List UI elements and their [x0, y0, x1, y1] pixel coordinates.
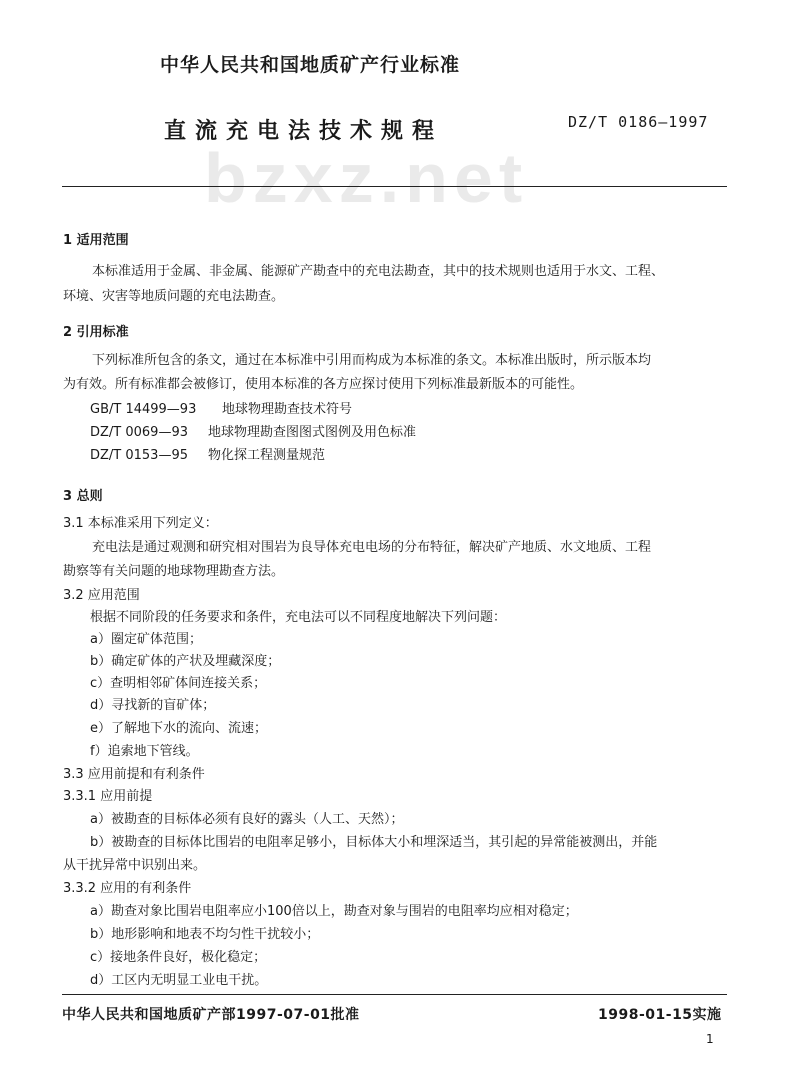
reference-title: 物化探工程测量规范: [208, 448, 326, 463]
list-item: a）被勘查的目标体必须有良好的露头（人工、天然）；: [90, 812, 404, 827]
list-item: c）查明相邻矿体间连接关系；: [90, 676, 267, 691]
scope-intro: 根据不同阶段的任务要求和条件，充电法可以不同程度地解决下列问题：: [90, 610, 507, 625]
list-item: d）工区内无明显工业电干扰。: [90, 973, 268, 988]
definition-line-1: 充电法是通过观测和研究相对围岩为良导体充电电场的分布特征，解决矿产地质、水文地质、工程: [92, 540, 652, 555]
document-title: 直流充电法技术规程: [164, 119, 444, 144]
section-1-heading: 1 适用范围: [63, 233, 129, 248]
reference-code: DZ/T 0153—95: [90, 448, 188, 463]
standard-number: DZ/T 0186—1997: [568, 113, 709, 131]
list-item: f）追索地下管线。: [90, 744, 199, 759]
list-item: b）被勘查的目标体比围岩的电阻率足够小，目标体大小和埋深适当，其引起的异常能被测出，并能: [90, 835, 658, 850]
list-item: a）圈定矿体范围；: [90, 632, 202, 647]
reference-item: [90, 448, 325, 464]
list-item-continuation: 从干扰异常中识别出来。: [63, 858, 207, 873]
section-1-paragraph-line-1: 本标准适用于金属、非金属、能源矿产勘查中的充电法勘查，其中的技术规则也适用于水文、工程、: [92, 264, 665, 279]
list-item: b）确定矿体的产状及埋藏深度；: [90, 654, 281, 669]
approval-statement: 中华人民共和国地质矿产部1997-07-01批准: [62, 1007, 360, 1023]
list-item: c）接地条件良好，极化稳定；: [90, 950, 267, 965]
definition-line-2: 勘察等有关问题的地球物理勘查方法。: [63, 564, 285, 579]
reference-item: [90, 425, 416, 441]
reference-code: DZ/T 0069—93: [90, 425, 188, 440]
section-1-paragraph-line-2: 环境、灾害等地质问题的充电法勘查。: [63, 289, 285, 304]
subsection-3-3-2-heading: 3.3.2 应用的有利条件: [63, 881, 192, 896]
implementation-date: 1998-01-15实施: [598, 1007, 722, 1023]
issuing-org-header: 中华人民共和国地质矿产行业标准: [160, 54, 461, 76]
section-2-heading: 2 引用标准: [63, 325, 129, 340]
footer-divider: [62, 994, 727, 995]
list-item: e）了解地下水的流向、流速；: [90, 721, 267, 736]
section-3-heading: 3 总则: [63, 489, 103, 504]
reference-code: GB/T 14499—93: [90, 402, 197, 417]
list-item: a）勘查对象比围岩电阻率应小100倍以上，勘查对象与围岩的电阻率均应相对稳定；: [90, 904, 578, 919]
section-2-paragraph-line-2: 为有效。所有标准都会被修订，使用本标准的各方应探讨使用下列标准最新版本的可能性。: [63, 377, 584, 392]
list-item: b）地形影响和地表不均匀性干扰较小；: [90, 927, 320, 942]
watermark: bzxz.net: [204, 139, 529, 217]
list-item: d）寻找新的盲矿体；: [90, 698, 216, 713]
page-number: 1: [706, 1032, 714, 1046]
section-2-paragraph-line-1: 下列标准所包含的条文，通过在本标准中引用而构成为本标准的条文。本标准出版时，所示版本均: [92, 353, 652, 368]
header-divider: [62, 186, 727, 187]
subsection-3-1-heading: 3.1 本标准采用下列定义：: [63, 516, 218, 531]
subsection-3-2-heading: 3.2 应用范围: [63, 588, 140, 603]
subsection-3-3-heading: 3.3 应用前提和有利条件: [63, 767, 205, 782]
reference-title: 地球物理勘查技术符号: [222, 402, 353, 417]
reference-title: 地球物理勘查图图式图例及用色标准: [208, 425, 417, 440]
subsection-3-3-1-heading: 3.3.1 应用前提: [63, 789, 153, 804]
reference-item: [90, 402, 352, 418]
